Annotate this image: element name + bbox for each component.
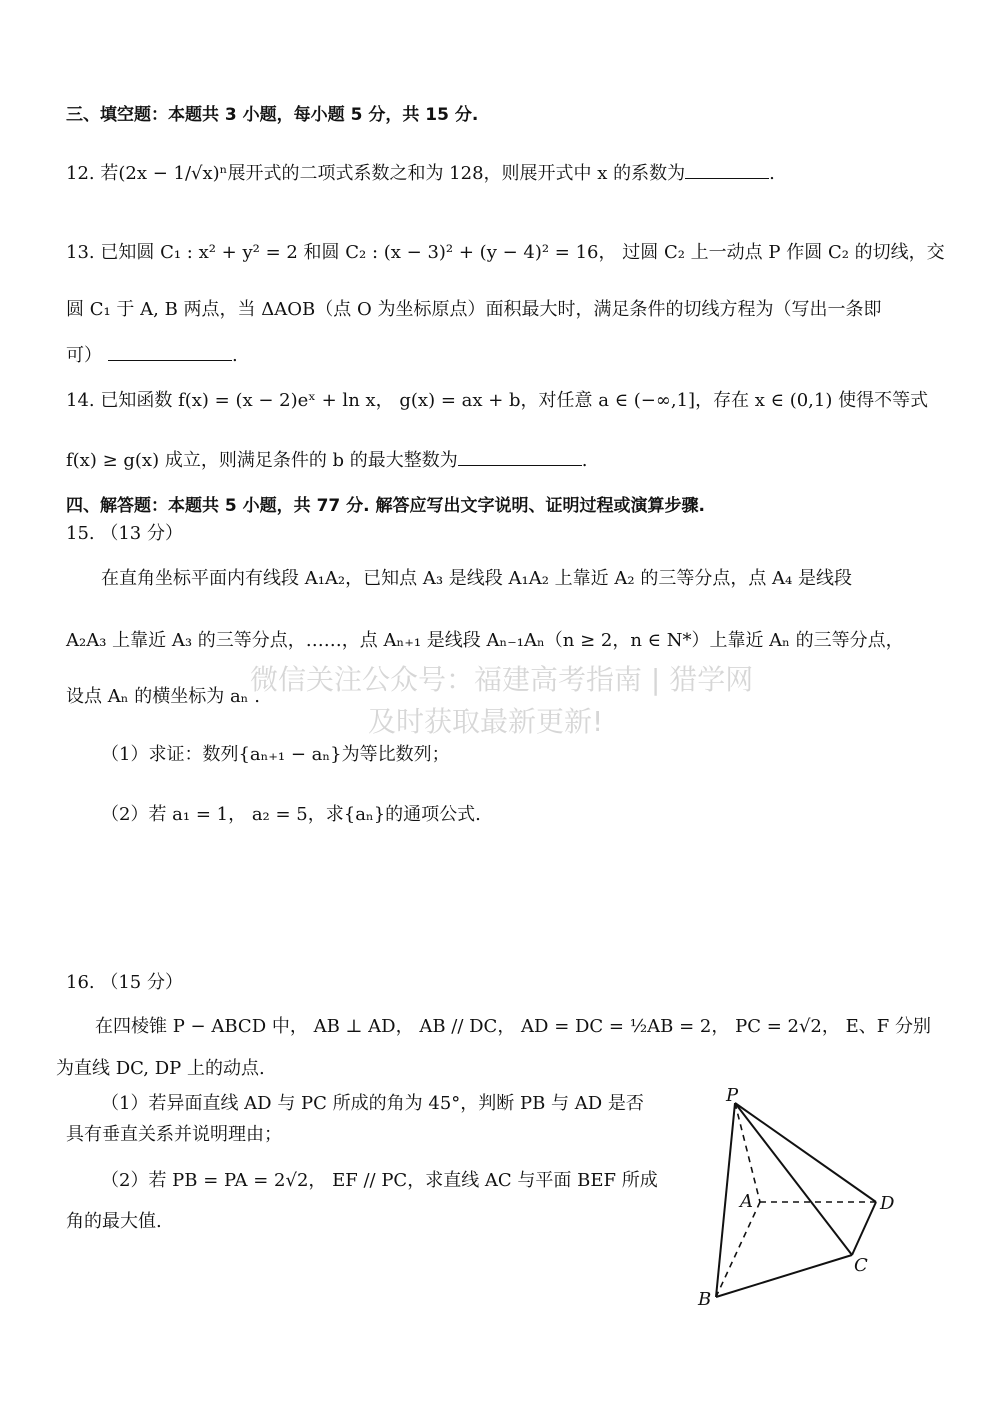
label-C: C bbox=[854, 1255, 868, 1276]
watermark-line2: 及时获取最新更新! bbox=[368, 705, 604, 738]
answer-blank-14[interactable] bbox=[458, 465, 582, 466]
question-14-line1: 14. 已知函数 f(x) = (x − 2)eˣ + ln x， g(x) = ax + b，对任意 a ∈ (−∞,1]，存在 x ∈ (0,1) 使得不等式 bbox=[66, 390, 929, 411]
question-13-end: . bbox=[232, 345, 238, 366]
question-12-end: . bbox=[769, 163, 775, 184]
answer-blank-12[interactable] bbox=[685, 178, 769, 179]
section-three-heading: 三、填空题：本题共 3 小题，每小题 5 分，共 15 分. bbox=[66, 105, 479, 125]
question-14-end: . bbox=[581, 450, 588, 471]
question-13-line2: 圆 C₁ 于 A, B 两点，当 ΔAOB（点 O 为坐标原点）面积最大时，满足条件的切线方程为（写出一条即 bbox=[66, 299, 882, 320]
question-15-part2: （2）若 a₁ = 1， a₂ = 5，求{aₙ}的通项公式. bbox=[101, 804, 481, 825]
edge-CD bbox=[852, 1202, 876, 1255]
question-13-line3-text: 可） bbox=[66, 345, 102, 366]
label-A: A bbox=[740, 1191, 753, 1212]
question-15-line1: 在直角坐标平面内有线段 A₁A₂，已知点 A₃ 是线段 A₁A₂ 上靠近 A₂ 的三等分点，点 A₄ 是线段 bbox=[101, 568, 852, 589]
edge-BC bbox=[716, 1255, 852, 1297]
section-four-heading: 四、解答题：本题共 5 小题，共 77 分. 解答应写出文字说明、证明过程或演算步骤. bbox=[66, 496, 705, 516]
edge-PB bbox=[716, 1103, 735, 1297]
question-12 bbox=[66, 163, 775, 185]
watermark-line1: 微信关注公众号：福建高考指南 | 猎学网 bbox=[250, 663, 754, 696]
question-16-line1: 在四棱锥 P − ABCD 中， AB ⊥ AD， AB // DC， AD = DC = ½AB = 2， PC = 2√2， E、F 分别 bbox=[95, 1016, 931, 1037]
question-16-part1a: （1）若异面直线 AD 与 PC 所成的角为 45°，判断 PB 与 AD 是否 bbox=[101, 1093, 644, 1114]
label-B: B bbox=[698, 1289, 712, 1310]
edge-AB bbox=[716, 1202, 760, 1297]
question-16-part2a: （2）若 PB = PA = 2√2， EF // PC，求直线 AC 与平面 BEF 所成 bbox=[101, 1170, 658, 1191]
answer-blank-13[interactable] bbox=[108, 360, 232, 361]
question-13-line1: 13. 已知圆 C₁ : x² + y² = 2 和圆 C₂ : (x − 3)² + (y − 4)² = 16， 过圆 C₂ 上一动点 P 作圆 C₂ 的切线，交 bbox=[66, 242, 945, 263]
question-12-text: 12. 若(2x − 1/√x)ⁿ展开式的二项式系数之和为 128，则展开式中 x 的系数为 bbox=[66, 163, 686, 184]
question-15-line3: 设点 Aₙ 的横坐标为 aₙ . bbox=[66, 686, 260, 707]
label-D: D bbox=[880, 1193, 895, 1214]
edge-PD bbox=[735, 1103, 876, 1202]
question-16-line2: 为直线 DC, DP 上的动点. bbox=[56, 1058, 265, 1079]
question-15-number: 15. （13 分） bbox=[66, 523, 183, 544]
edge-PC bbox=[735, 1103, 852, 1255]
question-15-line2: A₂A₃ 上靠近 A₃ 的三等分点，……，点 Aₙ₊₁ 是线段 Aₙ₋₁Aₙ（n ≥ 2，n ∈ N*）上靠近 Aₙ 的三等分点， bbox=[66, 630, 904, 651]
pyramid-figure bbox=[690, 1085, 920, 1310]
question-16-part2b: 角的最大值. bbox=[66, 1211, 162, 1232]
question-16-number: 16. （15 分） bbox=[66, 972, 183, 993]
question-13-line3 bbox=[66, 345, 238, 367]
label-P: P bbox=[726, 1085, 739, 1106]
question-14-line2-text: f(x) ≥ g(x) 成立，则满足条件的 b 的最大整数为 bbox=[66, 450, 458, 471]
question-16-part1b: 具有垂直关系并说明理由； bbox=[66, 1124, 282, 1145]
question-14-line2 bbox=[66, 450, 588, 472]
question-15-part1: （1）求证：数列{aₙ₊₁ − aₙ}为等比数列； bbox=[101, 744, 450, 765]
